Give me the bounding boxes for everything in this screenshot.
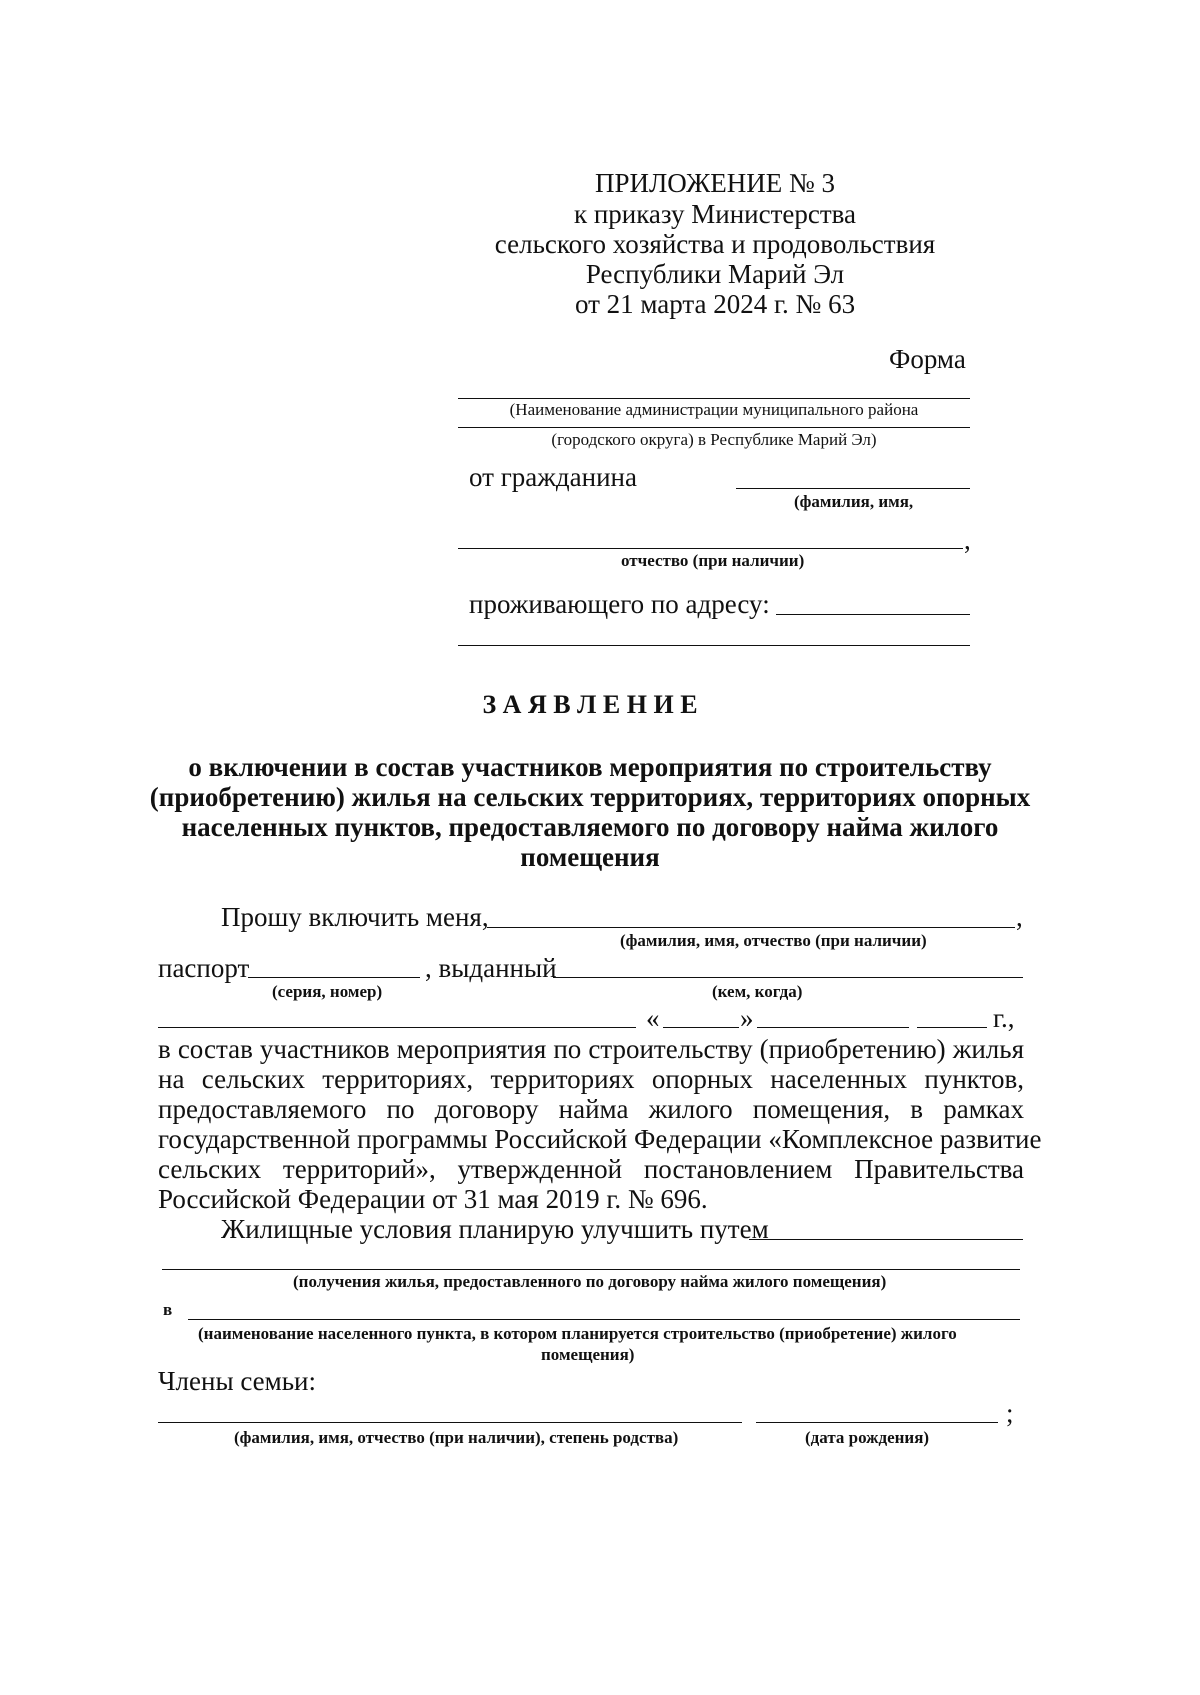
birth-caption: (дата рождения) [805,1428,930,1447]
subtitle-line-1: о включении в состав участников мероприятия по строительству [188,752,992,782]
birth-date-line[interactable] [756,1422,998,1423]
year-line[interactable] [917,1027,987,1028]
request-name-line[interactable] [487,927,1015,928]
paragraph-line-3: предоставляемого по договору найма жилого помещения, в рамках [158,1094,1024,1124]
family-semicolon: ; [1006,1398,1014,1428]
month-line[interactable] [757,1027,909,1028]
patronymic-line[interactable] [458,548,963,549]
citizen-name-line[interactable] [736,488,970,489]
address-label: проживающего по адресу: [469,589,770,619]
document-title: З А Я В Л Е Н И Е [482,690,698,719]
family-label: Члены семьи: [158,1366,316,1396]
paragraph-line-6: Российской Федерации от 31 мая 2019 г. № 696. [158,1184,708,1214]
in-label: в [163,1300,173,1319]
day-line[interactable] [663,1027,739,1028]
settlement-line[interactable] [188,1319,1020,1320]
housing-caption: (получения жилья, предоставленного по договору найма жилого помещения) [293,1272,887,1291]
housing-line-1[interactable] [749,1239,1023,1240]
request-label: Прошу включить меня, [221,902,489,932]
admin-caption-1: (Наименование администрации муниципального района [509,400,919,419]
housing-line-2[interactable] [162,1269,1020,1270]
admin-name-line[interactable] [458,398,970,399]
issuer-line-2[interactable] [158,1027,636,1028]
request-comma: , [1016,902,1023,932]
address-line-1[interactable] [776,614,970,615]
patronymic-comma: , [964,525,971,555]
header-line-5: от 21 марта 2024 г. № 63 [574,289,856,319]
paragraph-line-2: на сельских территориях, территориях опорных населенных пунктов, [158,1064,1024,1094]
paragraph-line-4: государственной программы Российской Федерации «Комплексное развитие [158,1124,1042,1154]
family-caption: (фамилия, имя, отчество (при наличии), степень родства) [234,1428,679,1447]
admin-name-line-2[interactable] [458,427,970,428]
form-label: Форма [889,344,966,374]
issuer-caption: (кем, когда) [712,982,803,1001]
settlement-caption-1: (наименование населенного пункта, в котором планируется строительство (приобретение) жилого [198,1324,957,1343]
issuer-line[interactable] [553,977,1023,978]
subtitle-line-3: населенных пунктов, предоставляемого по договору найма жилого [181,812,999,842]
admin-caption-2: (городского округа) в Республике Марий Эл) [551,430,877,449]
paragraph-line-5: сельских территорий», утвержденной постановлением Правительства [158,1154,1024,1184]
name-caption: (фамилия, имя, [794,492,914,511]
quote-close: » [740,1003,754,1033]
housing-label: Жилищные условия планирую улучшить путем [221,1214,769,1244]
passport-label: паспорт [158,953,250,983]
patronymic-caption: отчество (при наличии) [621,551,805,570]
passport-number-line[interactable] [248,977,420,978]
year-suffix: г., [993,1003,1015,1033]
header-line-4: Республики Марий Эл [585,259,845,289]
quote-open: « [646,1003,660,1033]
family-member-line[interactable] [158,1422,742,1423]
subtitle-line-2: (приобретению) жилья на сельских территориях, территориях опорных [149,782,1031,812]
series-caption: (серия, номер) [272,982,383,1001]
issued-label: , выданный [425,953,557,983]
header-line-1: ПРИЛОЖЕНИЕ № 3 [594,168,836,198]
subtitle-line-4: помещения [520,842,660,872]
from-citizen-label: от гражданина [469,462,637,492]
header-line-3: сельского хозяйства и продовольствия [494,229,936,259]
address-line-2[interactable] [458,645,970,646]
request-caption: (фамилия, имя, отчество (при наличии) [620,931,927,950]
paragraph-line-1: в состав участников мероприятия по строительству (приобретению) жилья [158,1034,1024,1064]
settlement-caption-2: помещения) [541,1345,635,1364]
header-line-2: к приказу Министерства [573,199,857,229]
